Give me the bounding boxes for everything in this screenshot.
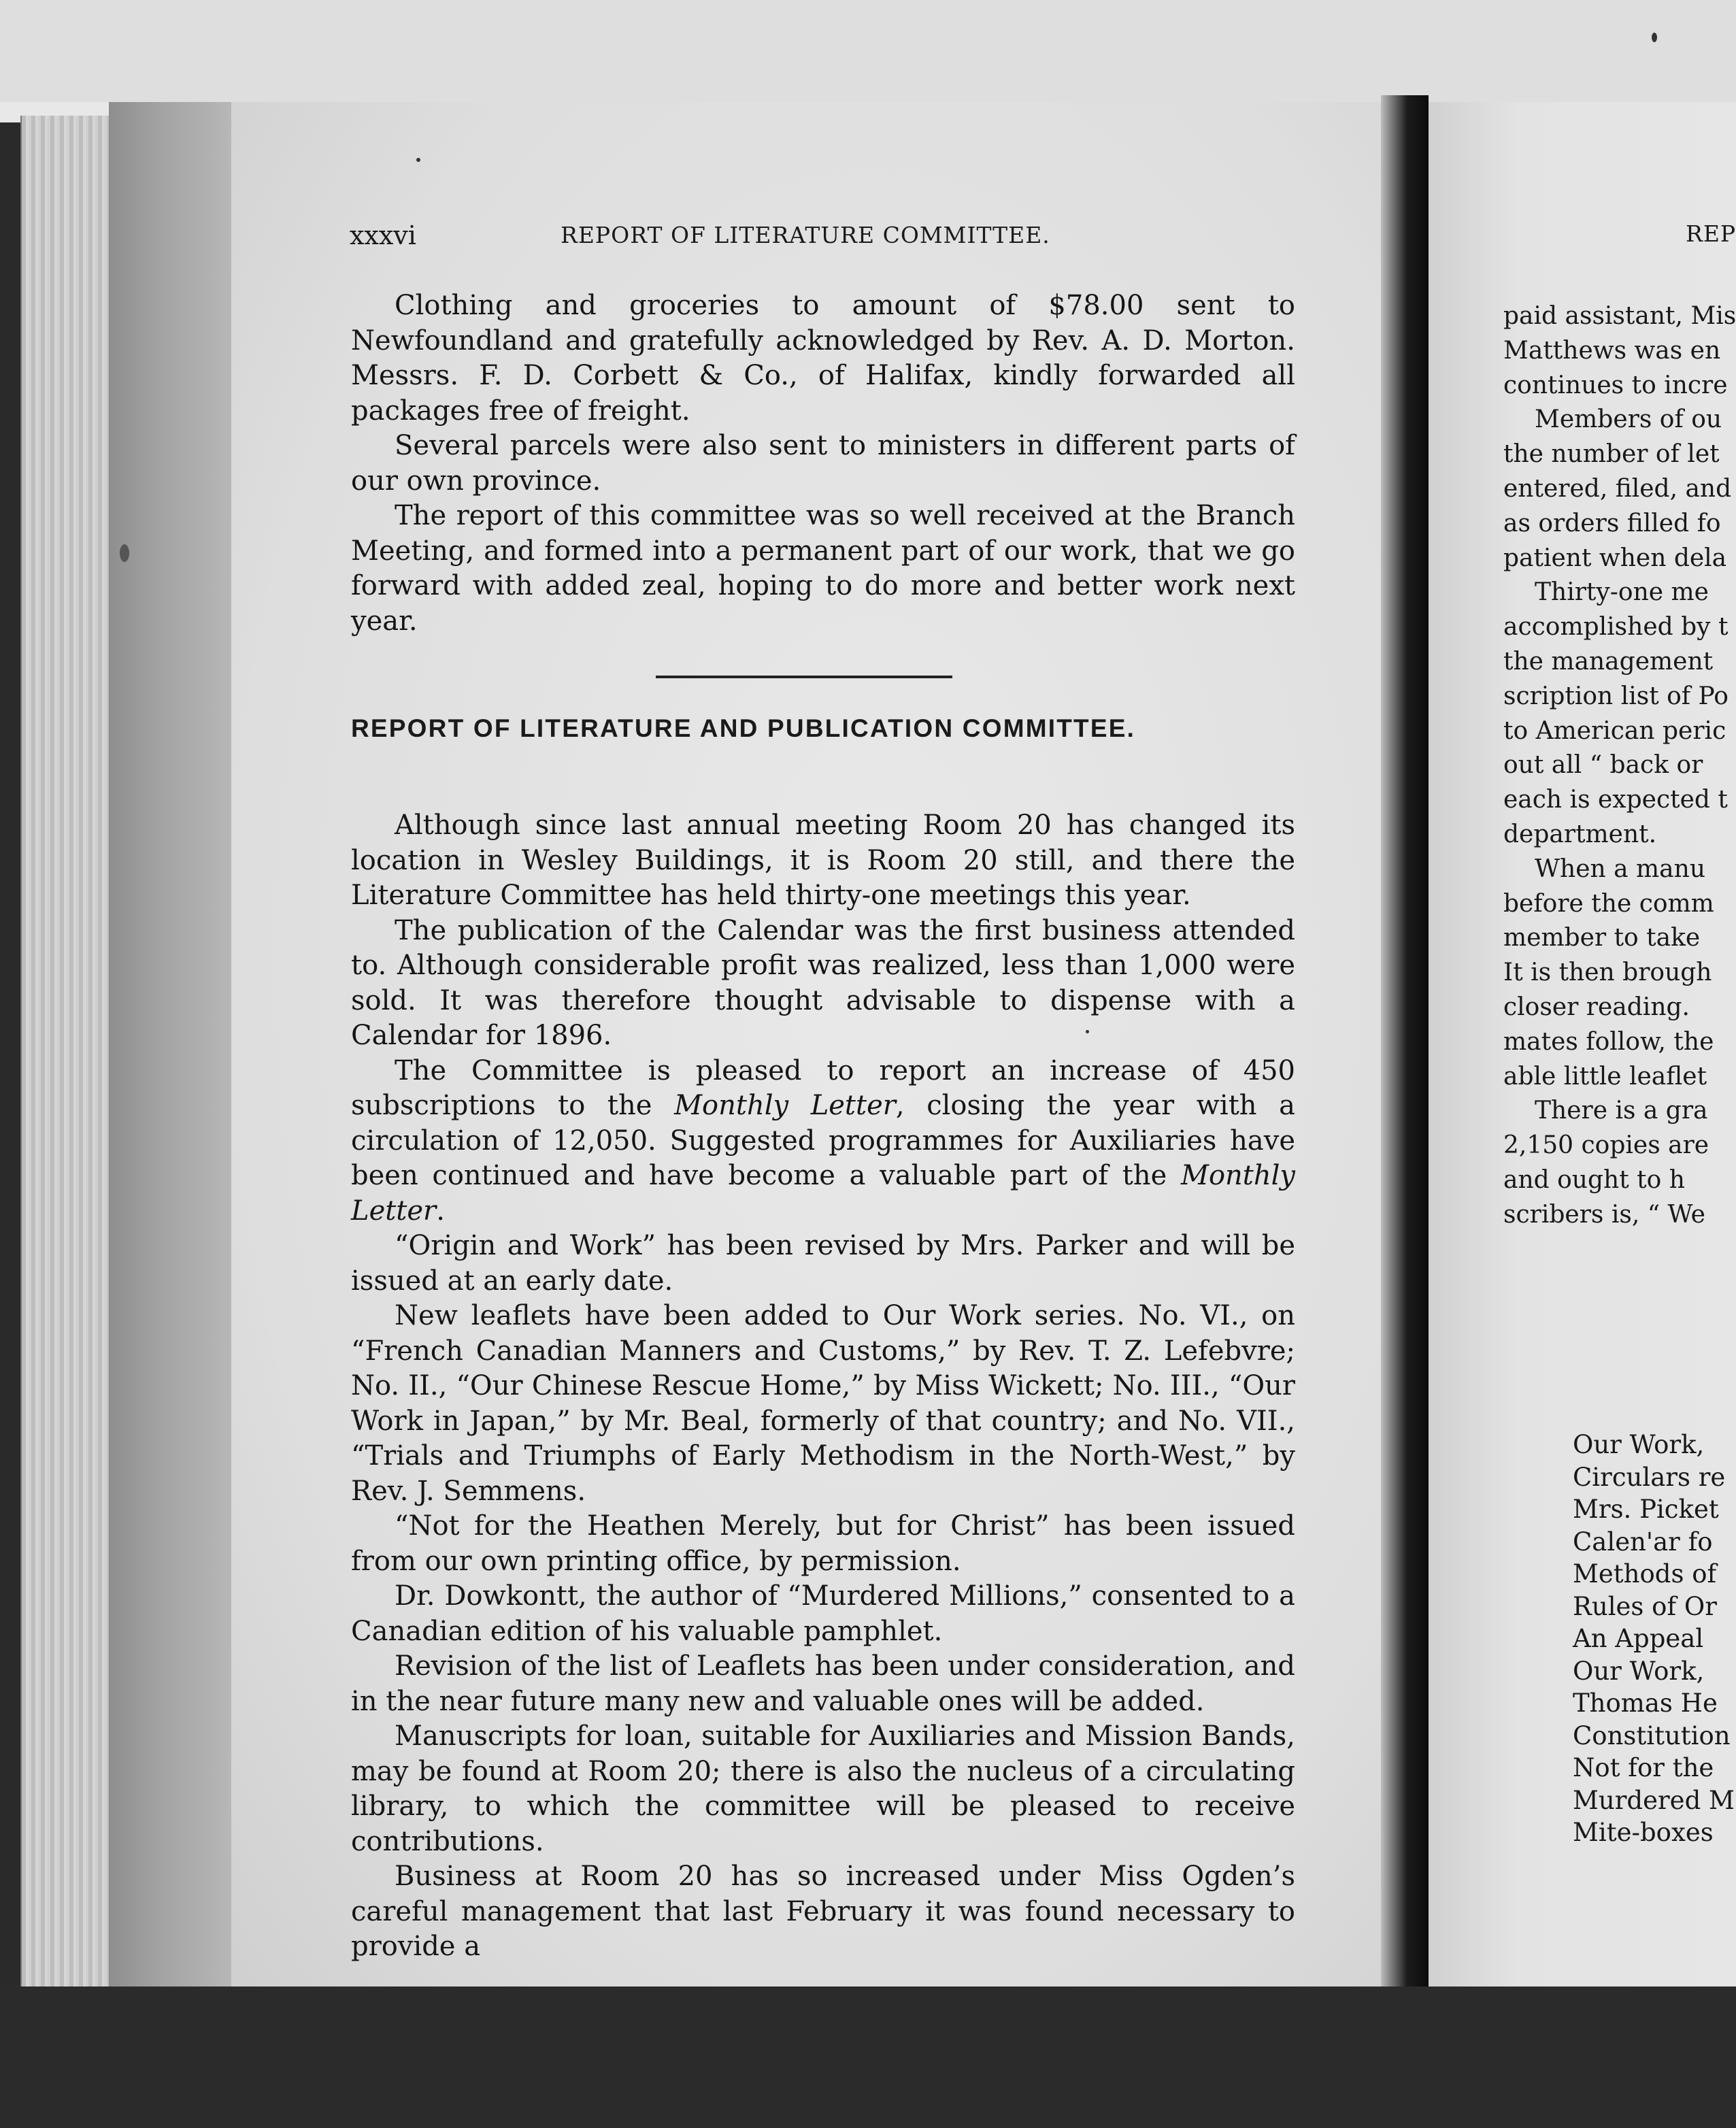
text-line: able little leaflet [1503, 1062, 1707, 1091]
paragraph: The report of this committee was so well received at the Branch Meeting, and formed into a permanent part of our work, that we go forward with added zeal, hoping to do more and better work next year. [351, 500, 1295, 637]
list-item: Constitution [1573, 1720, 1731, 1750]
prior-section-body [351, 288, 1295, 639]
list-item: Methods of [1573, 1559, 1717, 1589]
list-item: Our Work, [1573, 1430, 1705, 1459]
list-item: Circulars re [1573, 1462, 1726, 1492]
text-line: 2,150 copies are [1503, 1131, 1709, 1160]
text-line: each is expected t [1503, 786, 1728, 814]
text-line: When a manu [1535, 854, 1705, 883]
text-line: department. [1503, 820, 1657, 848]
text-line: scription list of Po [1503, 682, 1729, 710]
page-curl-shadow [109, 102, 238, 1993]
section-title: REPORT OF LITERATURE AND PUBLICATION COMMITTEE. [351, 714, 1136, 742]
paragraph: “Not for the Heathen Merely, but for Christ” has been issued from our own printing office, by permission. [351, 1510, 1295, 1577]
text-line: Members of ou [1535, 405, 1722, 434]
list-item: Our Work, [1573, 1656, 1705, 1686]
paragraph: Revision of the list of Leaflets has been under consideration, and in the near future many new and valuable ones will be added. [351, 1650, 1295, 1717]
scan-background [0, 0, 1736, 102]
text-line: paid assistant, Mis [1503, 302, 1736, 330]
text-line: scribers is, “ We [1503, 1200, 1705, 1229]
paragraph: Dr. Dowkontt, the author of “Murdered Millions,” consented to a Canadian edition of his valuable pamphlet. [351, 1580, 1295, 1647]
dust-speck [416, 158, 420, 162]
list-item: Not for the [1573, 1753, 1714, 1782]
text-line: as orders filled fo [1503, 509, 1721, 537]
paragraph [351, 1054, 1295, 1229]
list-item: An Appeal [1573, 1624, 1704, 1653]
paragraph: Clothing and groceries to amount of $78.00 sent to Newfoundland and gratefully acknowledged by Rev. A. D. Morton. Messrs. F. D. Corbett & Co., of Halifax, kindly forwarded all packages free of freight. [351, 290, 1295, 427]
text-line: There is a gra [1535, 1097, 1708, 1125]
text-line: Thirty-one me [1535, 578, 1709, 607]
paragraph: Although since last annual meeting Room 20 has changed its location in Wesley Buildings, it is Room 20 still, and there the Literature Committee has held thirty-one meetings this year. [351, 810, 1295, 911]
publication-title: Monthly Letter [674, 1090, 896, 1121]
page-block-edge [20, 116, 110, 1993]
book-gutter [1381, 95, 1429, 2000]
text-run: . [436, 1195, 445, 1227]
page-number: xxxvi [350, 220, 416, 250]
list-item: Mite-boxes [1573, 1818, 1714, 1847]
list-item: Murdered M [1573, 1785, 1735, 1815]
text-line: continues to incre [1503, 371, 1728, 399]
text-line: patient when dela [1503, 544, 1727, 572]
right-running-title: REP [1686, 220, 1736, 247]
publication-list [1573, 1429, 1735, 1849]
list-item: Calen'ar fo [1573, 1527, 1713, 1557]
paragraph: New leaflets have been added to Our Work series. No. VI., on “French Canadian Manners and Customs,” by Rev. T. Z. Lefebvre; No. II., “Our Chinese Rescue Home,” by Miss Wickett; No. III., “Our Work in Japan,” by Mr. Beal, formerly of that country; and No. VII., “Trials and Triumphs of Early Methodism in the North-West,” by Rev. J. Semmens. [351, 1300, 1295, 1507]
text-run: , closing the year with a circulation of 12,050. Suggested programmes for Auxiliaries have been continued and have become a valuable part of the [351, 1090, 1296, 1191]
list-item: Rules of Or [1573, 1591, 1717, 1621]
text-line: mates follow, the [1503, 1027, 1714, 1056]
paragraph: The publication of the Calendar was the first business attended to. Although considerable profit was realized, less than 1,000 were sold. It was therefore thought advisable to dispense with a Calendar for 1896. [351, 914, 1295, 1051]
paragraph: Business at Room 20 has so increased under Miss Ogden’s careful management that last February it was found necessary to provide a [351, 1861, 1295, 1962]
paragraph: Manuscripts for loan, suitable for Auxiliaries and Mission Bands, may be found at Room 20; there is also the nucleus of a circulating library, to which the committee will be pleased to receive contributions. [351, 1720, 1295, 1857]
right-page-text [1503, 299, 1736, 1233]
dust-speck [1652, 33, 1657, 42]
text-line: accomplished by t [1503, 613, 1729, 642]
paragraph: Several parcels were also sent to ministers in different parts of our own province. [351, 430, 1295, 497]
dust-speck [120, 544, 129, 562]
scan-bottom-margin [0, 1986, 1736, 2128]
section-body [351, 808, 1295, 1965]
list-item: Thomas He [1573, 1689, 1718, 1718]
text-line: to American peric [1503, 716, 1726, 745]
paragraph: “Origin and Work” has been revised by Mrs. Parker and will be issued at an early date. [351, 1230, 1295, 1297]
list-item: Mrs. Picket [1573, 1495, 1719, 1524]
text-run: The Committee is pleased to report an increase of 450 subscriptions to the [351, 1054, 1295, 1121]
text-line: before the comm [1503, 889, 1714, 918]
text-line: and ought to h [1503, 1165, 1685, 1194]
text-line: entered, filed, and [1503, 474, 1732, 503]
text-line: member to take [1503, 924, 1701, 952]
running-title: REPORT OF LITERATURE COMMITTEE. [561, 222, 1050, 248]
text-line: Matthews was en [1503, 336, 1721, 365]
text-line: the management [1503, 647, 1714, 676]
publication-title: Monthly Letter [351, 1160, 1296, 1227]
text-line: out all “ back or [1503, 751, 1703, 780]
section-divider [656, 676, 952, 678]
text-line: the number of let [1503, 440, 1720, 469]
text-line: It is then brough [1503, 959, 1712, 987]
text-line: closer reading. [1503, 993, 1690, 1021]
